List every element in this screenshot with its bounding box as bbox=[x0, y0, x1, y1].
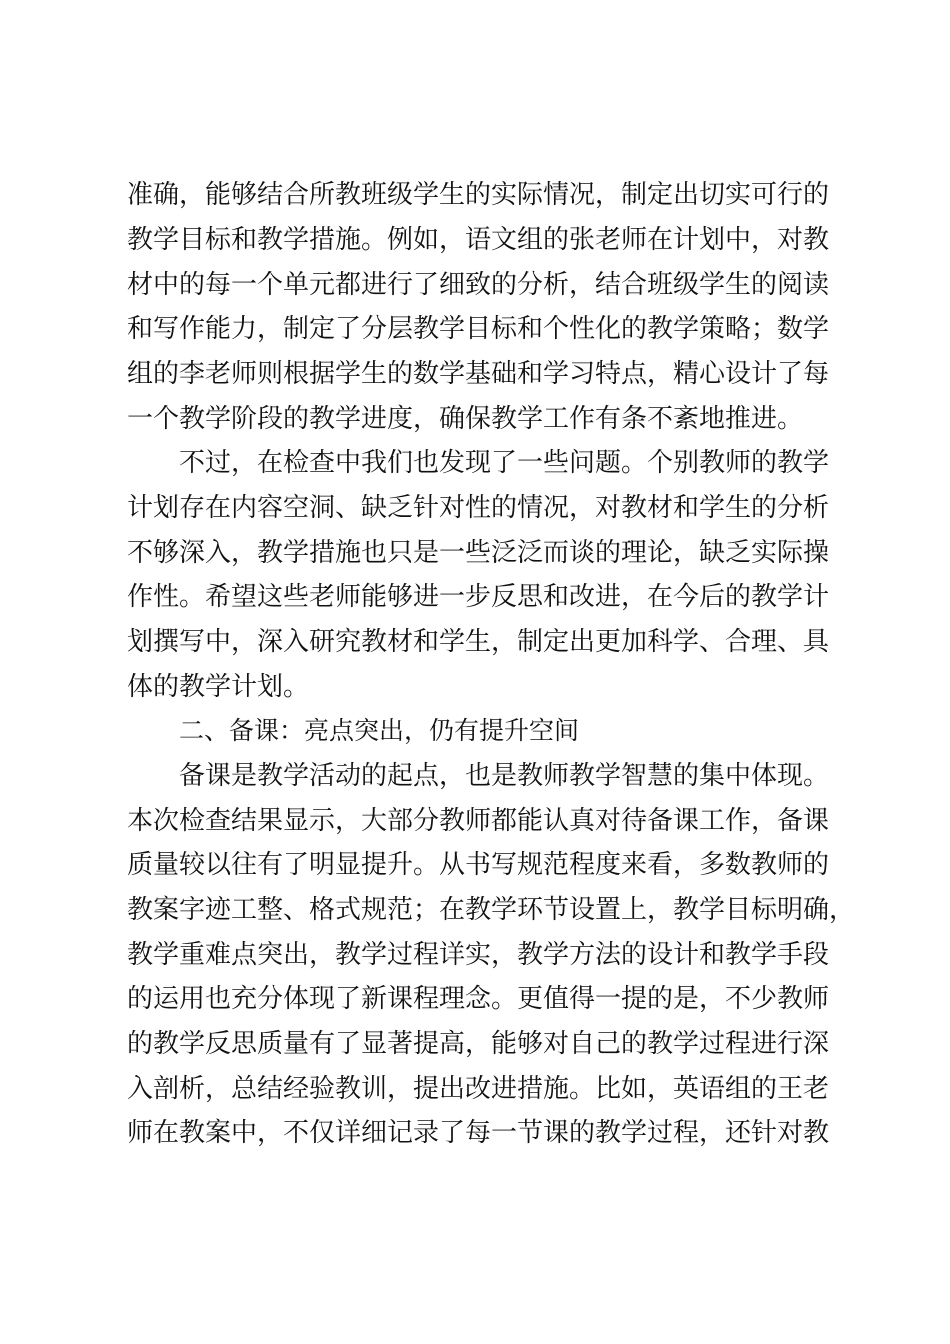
body-text-line: 划撰写中，深入研究教材和学生，制定出更加科学、合理、具 bbox=[127, 627, 830, 657]
body-text-line: 质量较以往有了明显提升。从书写规范程度来看，多数教师的 bbox=[127, 850, 830, 880]
body-text-line: 一个教学阶段的教学进度，确保教学工作有条不紊地推进。 bbox=[127, 404, 804, 434]
paragraph-first-line: 不过，在检查中我们也发现了一些问题。个别教师的教学 bbox=[179, 448, 830, 478]
body-text-line: 和写作能力，制定了分层教学目标和个性化的教学策略；数学 bbox=[127, 314, 830, 344]
body-text-line: 教案字迹工整、格式规范；在教学环节设置上，教学目标明确， bbox=[127, 895, 856, 925]
body-text-line: 组的李老师则根据学生的数学基础和学习特点，精心设计了每 bbox=[127, 359, 830, 389]
body-text-line: 教学重难点突出，教学过程详实，教学方法的设计和教学手段 bbox=[127, 940, 830, 970]
body-text-line: 入剖析，总结经验教训，提出改进措施。比如，英语组的王老 bbox=[127, 1074, 830, 1104]
body-text-line: 材中的每一个单元都进行了细致的分析，结合班级学生的阅读 bbox=[127, 270, 830, 300]
body-text-line: 教学目标和教学措施。例如，语文组的张老师在计划中，对教 bbox=[127, 225, 830, 255]
body-text-line: 准确，能够结合所教班级学生的实际情况，制定出切实可行的 bbox=[127, 180, 830, 210]
body-text-line: 不够深入，教学措施也只是一些泛泛而谈的理论，缺乏实际操 bbox=[127, 538, 830, 568]
body-text-line: 计划存在内容空洞、缺乏针对性的情况，对教材和学生的分析 bbox=[127, 493, 830, 523]
body-text-line: 作性。希望这些老师能够进一步反思和改进，在今后的教学计 bbox=[127, 582, 830, 612]
body-text-line: 本次检查结果显示，大部分教师都能认真对待备课工作，备课 bbox=[127, 806, 830, 836]
body-text-line: 的运用也充分体现了新课程理念。更值得一提的是，不少教师 bbox=[127, 984, 830, 1014]
paragraph-first-line: 备课是教学活动的起点，也是教师教学智慧的集中体现。 bbox=[179, 761, 830, 791]
body-text-line: 体的教学计划。 bbox=[127, 672, 310, 702]
section-heading: 二、备课：亮点突出，仍有提升空间 bbox=[179, 716, 580, 745]
body-text-line: 师在教案中，不仅详细记录了每一节课的教学过程，还针对教 bbox=[127, 1118, 830, 1148]
body-text-line: 的教学反思质量有了显著提高，能够对自己的教学过程进行深 bbox=[127, 1029, 830, 1059]
